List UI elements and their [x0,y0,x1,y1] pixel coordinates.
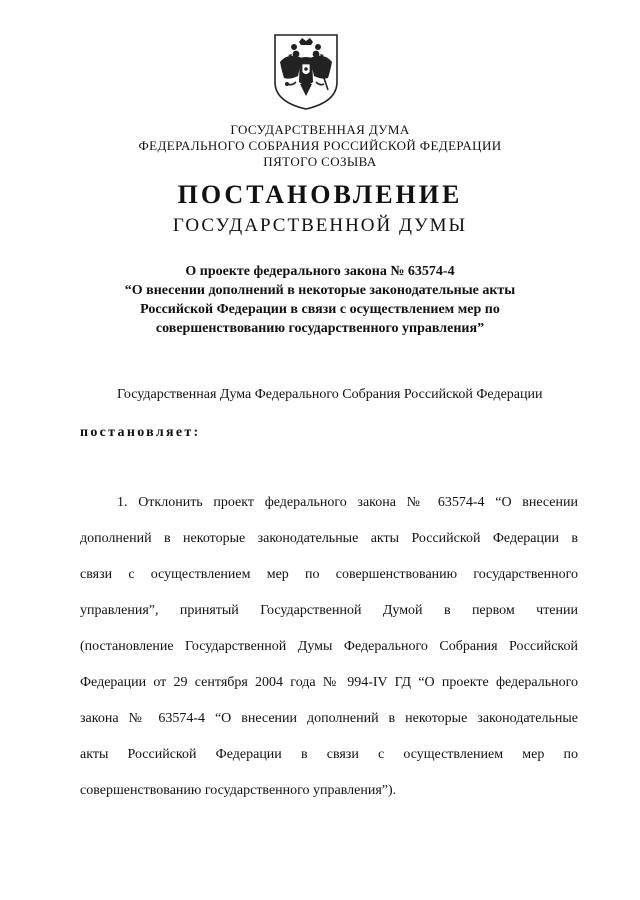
subject-line-1: О проекте федерального закона № 63574-4 [185,264,455,279]
header-line-2: ФЕДЕРАЛЬНОГО СОБРАНИЯ РОССИЙСКОЙ ФЕДЕРАЦИИ [138,138,502,153]
item-1-line: совершенствованию государственного управления”). [80,783,397,798]
item-1-line: управления”, принятый Государственной Думой в первом чтении [80,603,578,618]
document-title: ПОСТАНОВЛЕНИЕ [177,180,463,209]
item-1-line: акты Российской Федерации в связи с осуществлением мер по [80,747,578,762]
item-1-line: 1. Отклонить проект федерального закона № 63574-4 “О внесении [117,495,578,510]
item-1-line: закона № 63574-4 “О внесении дополнений в некоторые законодательные [80,711,578,726]
coat-of-arms-icon [272,32,340,112]
item-1-line: дополнений в некоторые законодательные акты Российской Федерации в [80,531,578,546]
subject-line-4: совершенствованию государственного управления” [155,321,485,336]
header-line-3: ПЯТОГО СОЗЫВА [263,154,377,169]
subject-line-2: “О внесении дополнений в некоторые законодательные акты [124,283,516,298]
header-line-1: ГОСУДАРСТВЕННАЯ ДУМА [230,122,410,137]
resolves-word: постановляет: [80,425,201,440]
preamble: Государственная Дума Федерального Собрания Российской Федерации [117,387,543,402]
item-1-line: связи с осуществлением мер по совершенствованию государственного [80,567,578,582]
subject-block [0,262,640,338]
item-1-line: (постановление Государственной Думы Федерального Собрания Российской [80,639,578,654]
item-1-line: Федерации от 29 сентября 2004 года № 994-IV ГД “О проекте федерального [80,675,578,690]
document-subtitle: ГОСУДАРСТВЕННОЙ ДУМЫ [172,215,468,236]
subject-line-3: Российской Федерации в связи с осуществлением мер по [140,302,500,317]
